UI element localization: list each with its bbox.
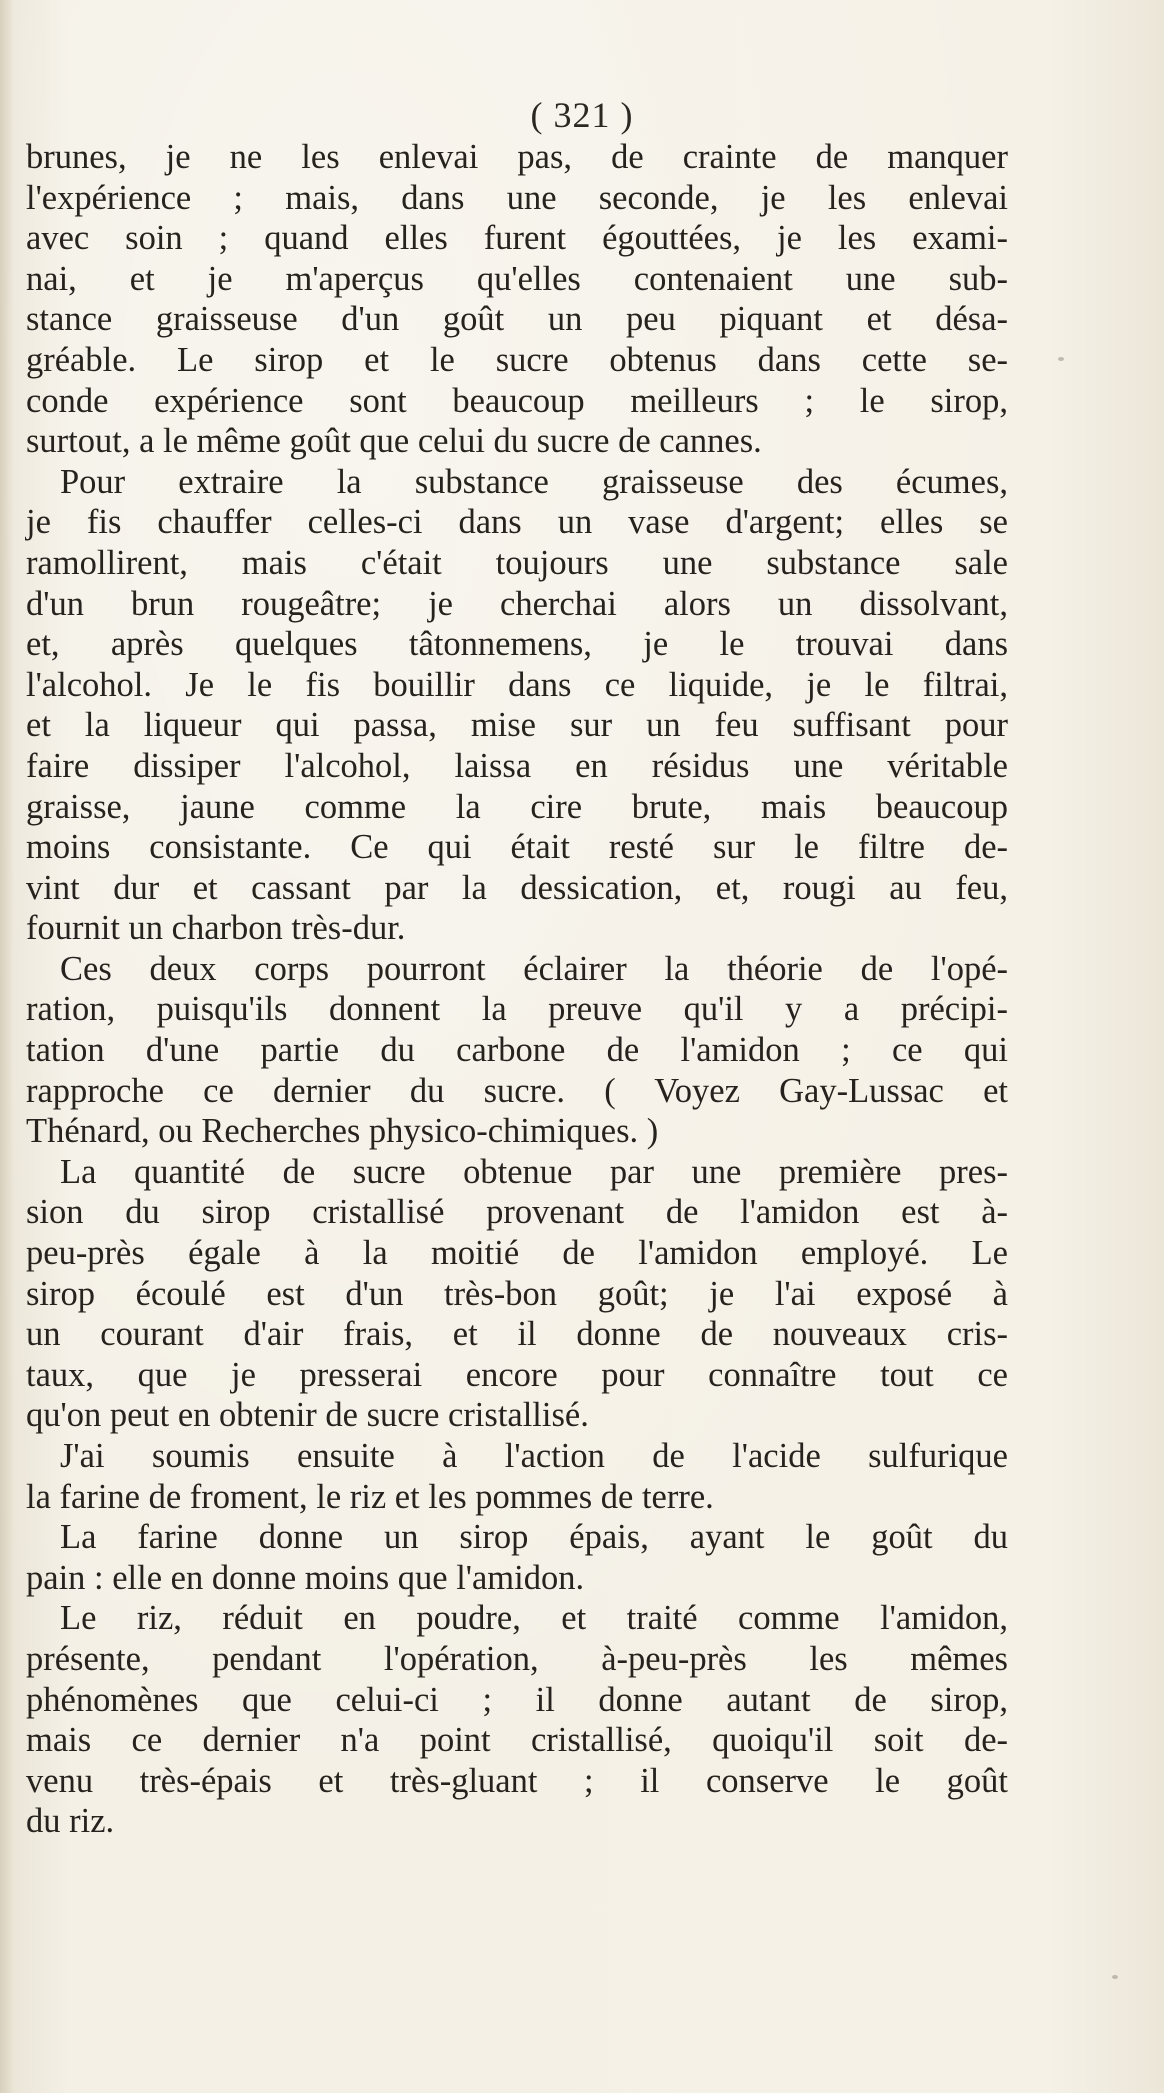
text-line: nai, et je m'aperçus qu'elles contenaient une sub- bbox=[26, 259, 1008, 298]
text-line: rapproche ce dernier du sucre. ( Voyez Gay-Lussac et bbox=[26, 1071, 1008, 1110]
text-line: je fis chauffer celles-ci dans un vase d'argent; elles se bbox=[26, 503, 1008, 542]
text-line: la farine de froment, le riz et les pommes de terre. bbox=[26, 1477, 714, 1516]
text-line: ramollirent, mais c'était toujours une substance sale bbox=[26, 543, 1008, 582]
text-line: ration, puisqu'ils donnent la preuve qu'il y a précipi- bbox=[26, 990, 1008, 1029]
text-line: sirop écoulé est d'un très-bon goût; je l'ai exposé à bbox=[26, 1274, 1008, 1313]
text-line: graisse, jaune comme la cire brute, mais beaucoup bbox=[26, 787, 1008, 826]
text-line: peu-près égale à la moitié de l'amidon employé. Le bbox=[26, 1234, 1008, 1273]
text-line: Pour extraire la substance graisseuse des écumes, bbox=[60, 462, 1008, 501]
text-line: qu'on peut en obtenir de sucre cristallisé. bbox=[26, 1396, 589, 1435]
text-line: mais ce dernier n'a point cristallisé, quoiqu'il soit de- bbox=[26, 1721, 1008, 1760]
text-line: faire dissiper l'alcohol, laissa en résidus une véritable bbox=[26, 746, 1008, 785]
page-number: ( 321 ) bbox=[530, 95, 634, 135]
text-line: et la liqueur qui passa, mise sur un feu suffisant pour bbox=[26, 706, 1008, 745]
text-line: présente, pendant l'opération, à-peu-près les mêmes bbox=[26, 1639, 1008, 1678]
page-binding-shadow bbox=[0, 0, 14, 2093]
text-line: taux, que je presserai encore pour connaître tout ce bbox=[26, 1355, 1008, 1394]
text-line: vint dur et cassant par la dessication, et, rougi au feu, bbox=[26, 868, 1008, 907]
paper-speck bbox=[1058, 357, 1064, 361]
text-line: venu très-épais et très-gluant ; il conserve le goût bbox=[26, 1761, 1008, 1800]
body-text bbox=[26, 137, 1008, 1842]
text-line: J'ai soumis ensuite à l'action de l'acide sulfurique bbox=[60, 1437, 1008, 1475]
paper-speck bbox=[1112, 1975, 1118, 1979]
text-line: Thénard, ou Recherches physico-chimiques. ) bbox=[26, 1112, 659, 1151]
text-line: du riz. bbox=[26, 1802, 115, 1841]
text-line: fournit un charbon très-dur. bbox=[26, 909, 406, 948]
text-line: conde expérience sont beaucoup meilleurs ; le sirop, bbox=[26, 381, 1008, 420]
text-line: Ces deux corps pourront éclairer la théorie de l'opé- bbox=[60, 949, 1008, 988]
text-line: stance graisseuse d'un goût un peu piquant et désa- bbox=[26, 300, 1008, 339]
text-line: moins consistante. Ce qui était resté sur le filtre de- bbox=[26, 828, 1008, 867]
text-line: l'alcohol. Je le fis bouillir dans ce liquide, je le filtrai, bbox=[26, 665, 1008, 704]
text-line: La quantité de sucre obtenue par une première pres- bbox=[60, 1152, 1008, 1191]
text-line: avec soin ; quand elles furent égouttées, je les exami- bbox=[26, 219, 1008, 258]
text-line: La farine donne un sirop épais, ayant le goût du bbox=[60, 1518, 1008, 1557]
text-line: brunes, je ne les enlevai pas, de crainte de manquer bbox=[26, 138, 1008, 176]
text-line: Le riz, réduit en poudre, et traité comme l'amidon, bbox=[60, 1599, 1008, 1638]
text-line: d'un brun rougeâtre; je cherchai alors un dissolvant, bbox=[26, 584, 1008, 623]
text-line: surtout, a le même goût que celui du sucre de cannes. bbox=[26, 422, 762, 461]
text-line: pain : elle en donne moins que l'amidon. bbox=[26, 1558, 585, 1597]
text-line: sion du sirop cristallisé provenant de l'amidon est à- bbox=[26, 1193, 1008, 1232]
text-line: tation d'une partie du carbone de l'amidon ; ce qui bbox=[26, 1031, 1008, 1070]
text-line: un courant d'air frais, et il donne de nouveaux cris- bbox=[26, 1315, 1008, 1354]
text-line: l'expérience ; mais, dans une seconde, je les enlevai bbox=[26, 178, 1008, 217]
text-line: gréable. Le sirop et le sucre obtenus dans cette se- bbox=[26, 340, 1008, 379]
text-line: et, après quelques tâtonnemens, je le trouvai dans bbox=[26, 625, 1008, 664]
text-line: phénomènes que celui-ci ; il donne autant de sirop, bbox=[26, 1680, 1008, 1719]
